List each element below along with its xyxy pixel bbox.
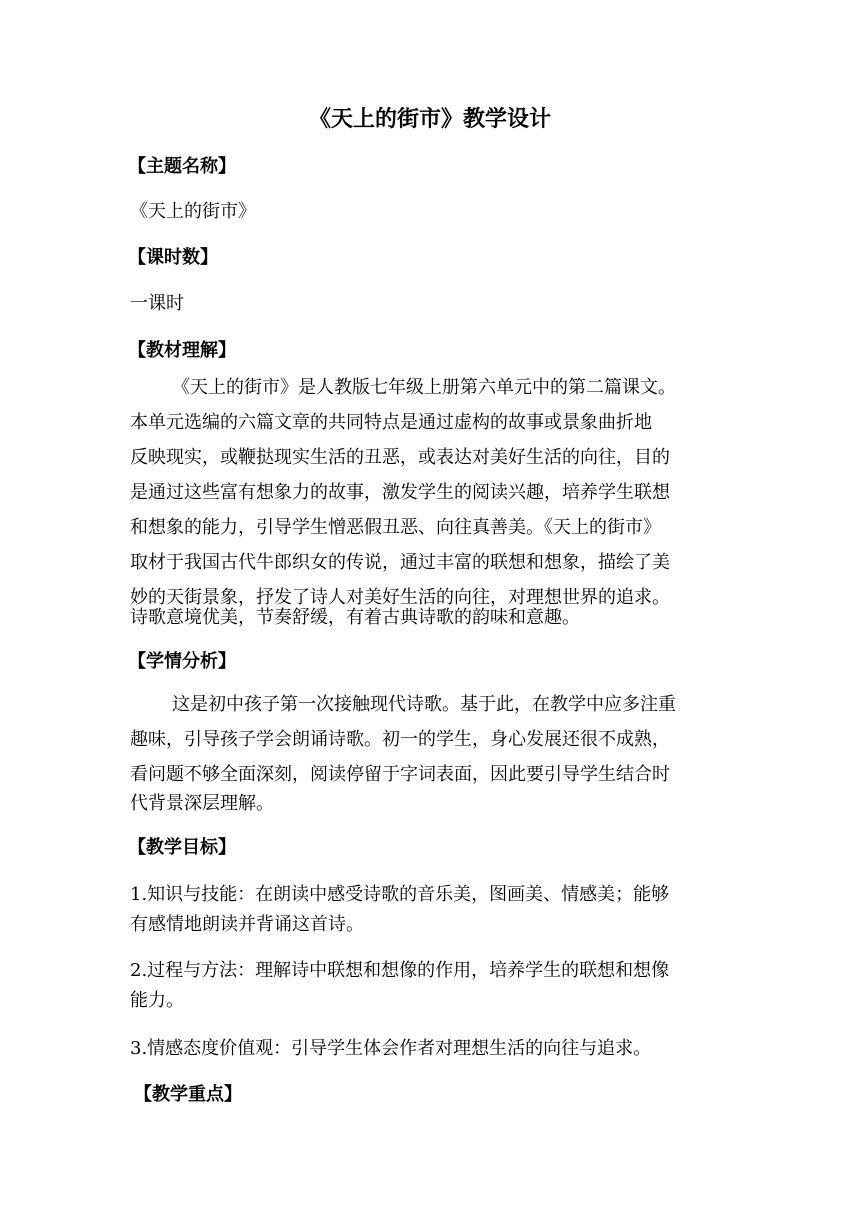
textbook-line: 妙的天街景象，抒发了诗人对美好生活的向往，对理想世界的追求。: [130, 587, 670, 608]
goals-line: 3.情感态度价值观：引导学生体会作者对理想生活的向往与追求。: [130, 1038, 652, 1059]
goals-line: 2.过程与方法：理解诗中联想和想像的作用，培养学生的联想和想像: [130, 960, 670, 981]
students-line: 看问题不够全面深刻，阅读停留于字词表面，因此要引导学生结合时: [130, 764, 670, 785]
textbook-line: 反映现实，或鞭挞现实生活的丑恶，或表达对美好生活的向往，目的: [130, 447, 670, 468]
textbook-line: 本单元选编的六篇文章的共同特点是通过虚构的故事或景象曲折地: [130, 412, 652, 433]
students-line: 这是初中孩子第一次接触现代诗歌。基于此，在教学中应多注重: [172, 694, 676, 715]
theme-text: 《天上的街市》: [130, 201, 256, 222]
textbook-line: 是通过这些富有想象力的故事，激发学生的阅读兴趣，培养学生联想: [130, 482, 670, 503]
students-line: 代背景深层理解。: [130, 793, 274, 814]
students-line: 趣味，引导孩子学会朗诵诗歌。初一的学生，身心发展还很不成熟，: [130, 729, 670, 750]
textbook-line: 取材于我国古代牛郎织女的传说，通过丰富的联想和想象，描绘了美: [130, 552, 670, 573]
textbook-line: 《天上的街市》是人教版七年级上册第六单元中的第二篇课文。: [172, 377, 676, 398]
textbook-line: 和想象的能力，引导学生憎恶假丑恶、向往真善美。《天上的街市》: [130, 517, 661, 538]
document-title: 《天上的街市》教学设计: [308, 107, 551, 132]
heading-goals: 【教学目标】: [128, 837, 236, 858]
goals-line: 1.知识与技能：在朗读中感受诗歌的音乐美，图画美、情感美；能够: [130, 884, 670, 905]
heading-lessons: 【课时数】: [128, 247, 218, 268]
heading-students: 【学情分析】: [128, 651, 236, 672]
heading-focus: 【教学重点】: [134, 1084, 242, 1105]
heading-textbook: 【教材理解】: [128, 340, 236, 361]
heading-theme: 【主题名称】: [128, 156, 236, 177]
goals-line: 有感情地朗读并背诵这首诗。: [130, 914, 364, 935]
lessons-text: 一课时: [130, 293, 184, 314]
goals-line: 能力。: [130, 990, 184, 1011]
textbook-line: 诗歌意境优美，节奏舒缓，有着古典诗歌的韵味和意趣。: [130, 607, 580, 628]
